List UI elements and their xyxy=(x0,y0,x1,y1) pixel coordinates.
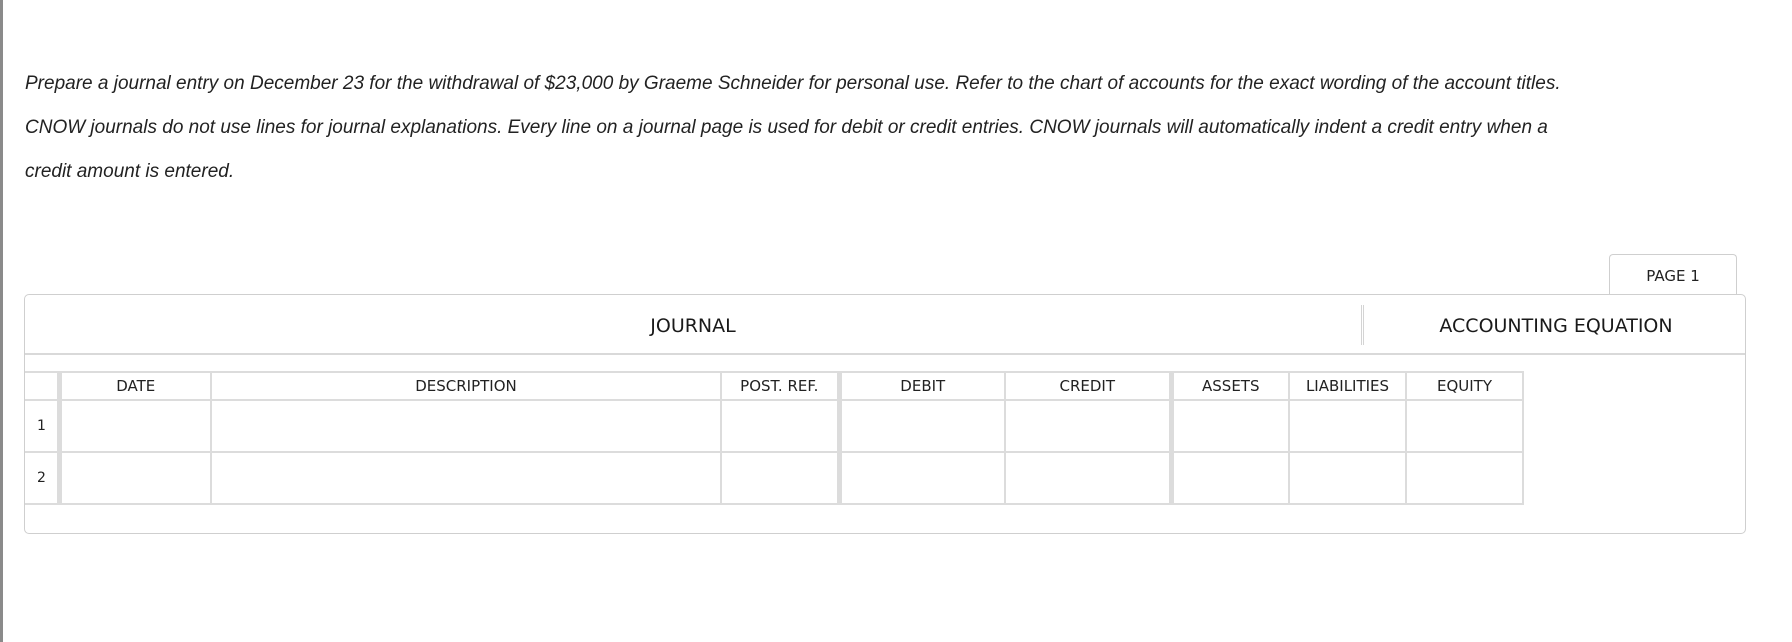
header-rule xyxy=(25,353,1745,355)
debit-cell[interactable] xyxy=(839,452,1005,504)
assets-cell[interactable] xyxy=(1171,452,1289,504)
journal-row xyxy=(25,400,1745,452)
instructions-line-1: Prepare a journal entry on December 23 for the withdrawal of $23,000 by Graeme Schneider for personal use. Refer to the chart of accounts for the exact wording of the account titles. xyxy=(25,73,1561,94)
section-divider xyxy=(1361,305,1364,345)
equity-cell[interactable] xyxy=(1406,452,1523,504)
row-number: 1 xyxy=(25,400,59,452)
date-cell[interactable] xyxy=(59,452,211,504)
assets-cell[interactable] xyxy=(1171,400,1289,452)
column-header-post-ref: POST. REF. xyxy=(721,372,839,400)
equity-cell[interactable] xyxy=(1406,400,1523,452)
column-header-equity: EQUITY xyxy=(1406,372,1523,400)
instructions-line-2: CNOW journals do not use lines for journal explanations. Every line on a journal page is used for debit or credit entries. CNOW journals will automatically indent a credit entry when a xyxy=(25,117,1548,138)
column-header-description: DESCRIPTION xyxy=(211,372,721,400)
journal-table xyxy=(25,371,1745,505)
spacer-cell xyxy=(1523,372,1745,400)
description-cell[interactable] xyxy=(211,400,721,452)
column-header-row xyxy=(25,372,1745,400)
column-header-credit: CREDIT xyxy=(1005,372,1171,400)
row-number-header xyxy=(25,372,59,400)
journal-row xyxy=(25,452,1745,504)
instructions xyxy=(25,62,1785,194)
journal-panel xyxy=(24,294,1746,534)
spacer-cell xyxy=(1523,452,1745,504)
post-ref-cell[interactable] xyxy=(721,452,839,504)
left-border xyxy=(0,0,3,642)
accounting-equation-title: ACCOUNTING EQUATION xyxy=(1439,315,1673,337)
instructions-line-3: credit amount is entered. xyxy=(25,161,235,182)
debit-cell[interactable] xyxy=(839,400,1005,452)
column-header-assets: ASSETS xyxy=(1171,372,1289,400)
liabilities-cell[interactable] xyxy=(1289,400,1406,452)
liabilities-cell[interactable] xyxy=(1289,452,1406,504)
credit-cell[interactable] xyxy=(1005,452,1171,504)
column-header-debit: DEBIT xyxy=(839,372,1005,400)
date-cell[interactable] xyxy=(59,400,211,452)
description-cell[interactable] xyxy=(211,452,721,504)
column-header-date: DATE xyxy=(59,372,211,400)
spacer-cell xyxy=(1523,400,1745,452)
post-ref-cell[interactable] xyxy=(721,400,839,452)
journal-title: JOURNAL xyxy=(650,315,736,337)
credit-cell[interactable] xyxy=(1005,400,1171,452)
row-number: 2 xyxy=(25,452,59,504)
page-tab[interactable]: PAGE 1 xyxy=(1609,254,1737,294)
column-header-liabilities: LIABILITIES xyxy=(1289,372,1406,400)
